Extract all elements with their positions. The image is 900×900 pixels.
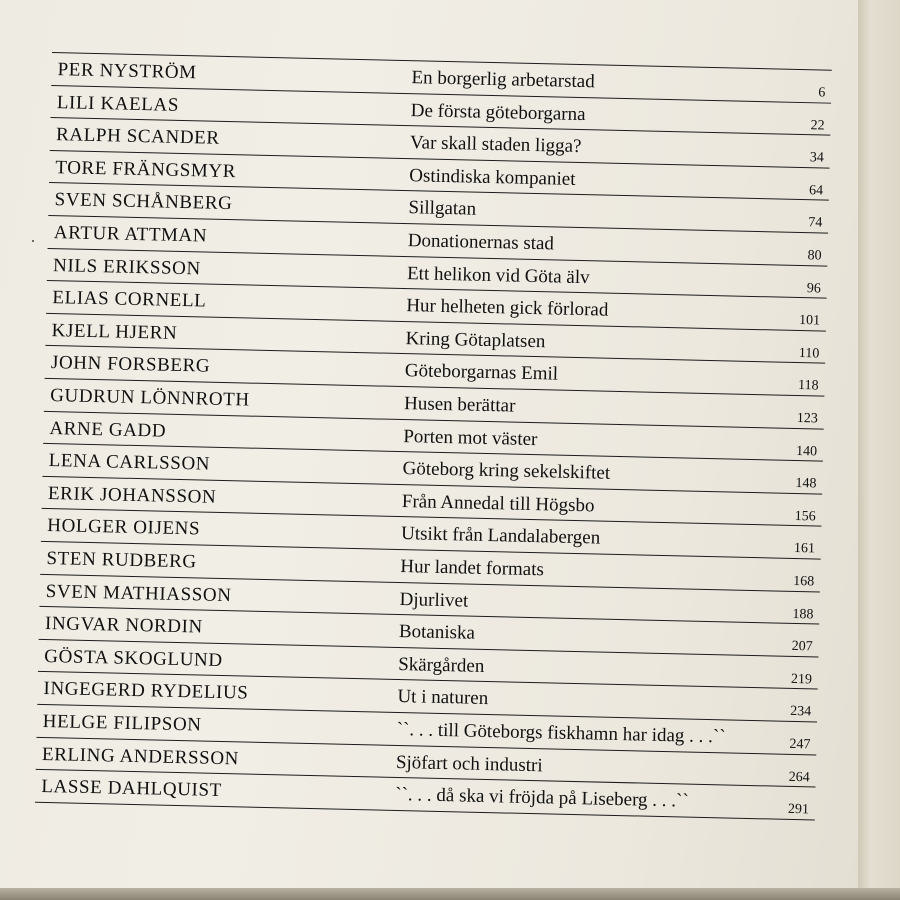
toc-title: ``. . . då ska vi fröjda på Liseberg . . .`` [395,784,689,812]
toc-title: En borgerlig arbetarstad [411,67,595,93]
toc-page-number: 219 [790,671,813,688]
toc-title: Botaniska [398,621,476,644]
toc-page-number: 234 [790,704,812,720]
toc-title: Djurlivet [399,588,469,612]
toc-title: Husen berättar [403,393,516,417]
toc-page-number: 118 [797,378,819,394]
toc-author: JOHN FORSBERG [50,352,211,378]
toc-author: ERLING ANDERSSON [41,743,240,770]
toc-author: HELGE FILIPSON [42,710,202,736]
toc-title: Utsikt från Landalabergen [400,523,601,549]
toc-author: HOLGER OIJENS [47,515,201,540]
toc-author: LILI KAELAS [56,91,180,116]
toc-page-number: 34 [809,150,824,166]
toc-author: INGVAR NORDIN [44,613,204,638]
toc-author: PER NYSTRÖM [57,59,197,84]
toc-page-number: 264 [788,769,810,785]
toc-title: Porten mot väster [403,425,538,450]
toc-page-number: 123 [796,410,819,427]
page-edge [858,0,900,900]
toc-author: LASSE DAHLQUIST [41,776,223,802]
toc-title: Donationernas stad [407,230,555,255]
toc-page-number: 140 [795,443,818,460]
toc-page-number: 291 [787,802,810,818]
toc-title: Skärgården [397,653,485,677]
toc-title: Kring Götaplatsen [405,327,546,353]
toc-title: Var skall staden ligga? [409,132,582,158]
toc-author: RALPH SCANDER [55,124,220,150]
toc-page-number: 188 [792,606,814,623]
toc-title: Ett helikon vid Göta älv [406,262,590,288]
toc-page-number: 110 [798,345,820,362]
toc-title: Ostindiska kompaniet [409,164,576,190]
speck [32,240,34,242]
toc-page-number: 247 [789,736,811,753]
toc-title: Från Annedal till Högsbo [401,490,595,517]
toc-author: SVEN SCHÅNBERG [54,189,233,215]
toc-page-number: 101 [798,313,821,329]
toc-page-number: 74 [808,215,823,231]
toc-title: Göteborgarnas Emil [404,360,559,385]
toc-author: SVEN MATHIASSON [45,580,232,606]
toc-page-number: 96 [806,280,822,297]
toc-title: ``. . . till Göteborgs fiskhamn har idag . . .`` [396,718,726,748]
toc-title: Sillgatan [408,197,477,221]
toc-author: LENA CARLSSON [48,450,211,475]
toc-page-number: 168 [793,573,815,590]
toc-author: ARNE GADD [49,417,167,442]
toc-author: ERIK JOHANSSON [47,482,217,508]
toc-author: ELIAS CORNELL [52,287,207,312]
toc-author: TORE FRÄNGSMYR [55,156,237,182]
toc-author: ARTUR ATTMAN [53,222,208,247]
toc-title: Göteborg kring sekelskiftet [402,458,611,484]
toc-title: Sjöfart och industri [395,751,543,776]
toc-title: Hur landet formats [400,556,545,581]
toc-page-number: 148 [795,476,817,492]
toc-page-number: 6 [818,85,826,101]
toc-page-number: 161 [793,541,816,557]
table-of-contents [35,52,832,830]
toc-author: KJELL HJERN [51,319,178,344]
toc-author: GUDRUN LÖNNROTH [49,385,250,411]
toc-title: Ut i naturen [397,686,489,710]
toc-page-number: 207 [791,639,813,655]
toc-page-number: 64 [808,183,824,199]
toc-author: NILS ERIKSSON [52,254,202,280]
toc-title: De första göteborgarna [410,99,586,125]
toc-author: INGEGERD RYDELIUS [43,678,249,705]
book-bottom-edge [0,888,900,900]
toc-page-number: 156 [794,508,816,525]
toc-author: STEN RUDBERG [46,548,197,573]
toc-page-number: 22 [810,117,825,134]
toc-page-number: 80 [807,248,822,264]
toc-title: Hur helheten gick förlorad [406,295,609,321]
toc-author: GÖSTA SKOGLUND [44,645,223,671]
